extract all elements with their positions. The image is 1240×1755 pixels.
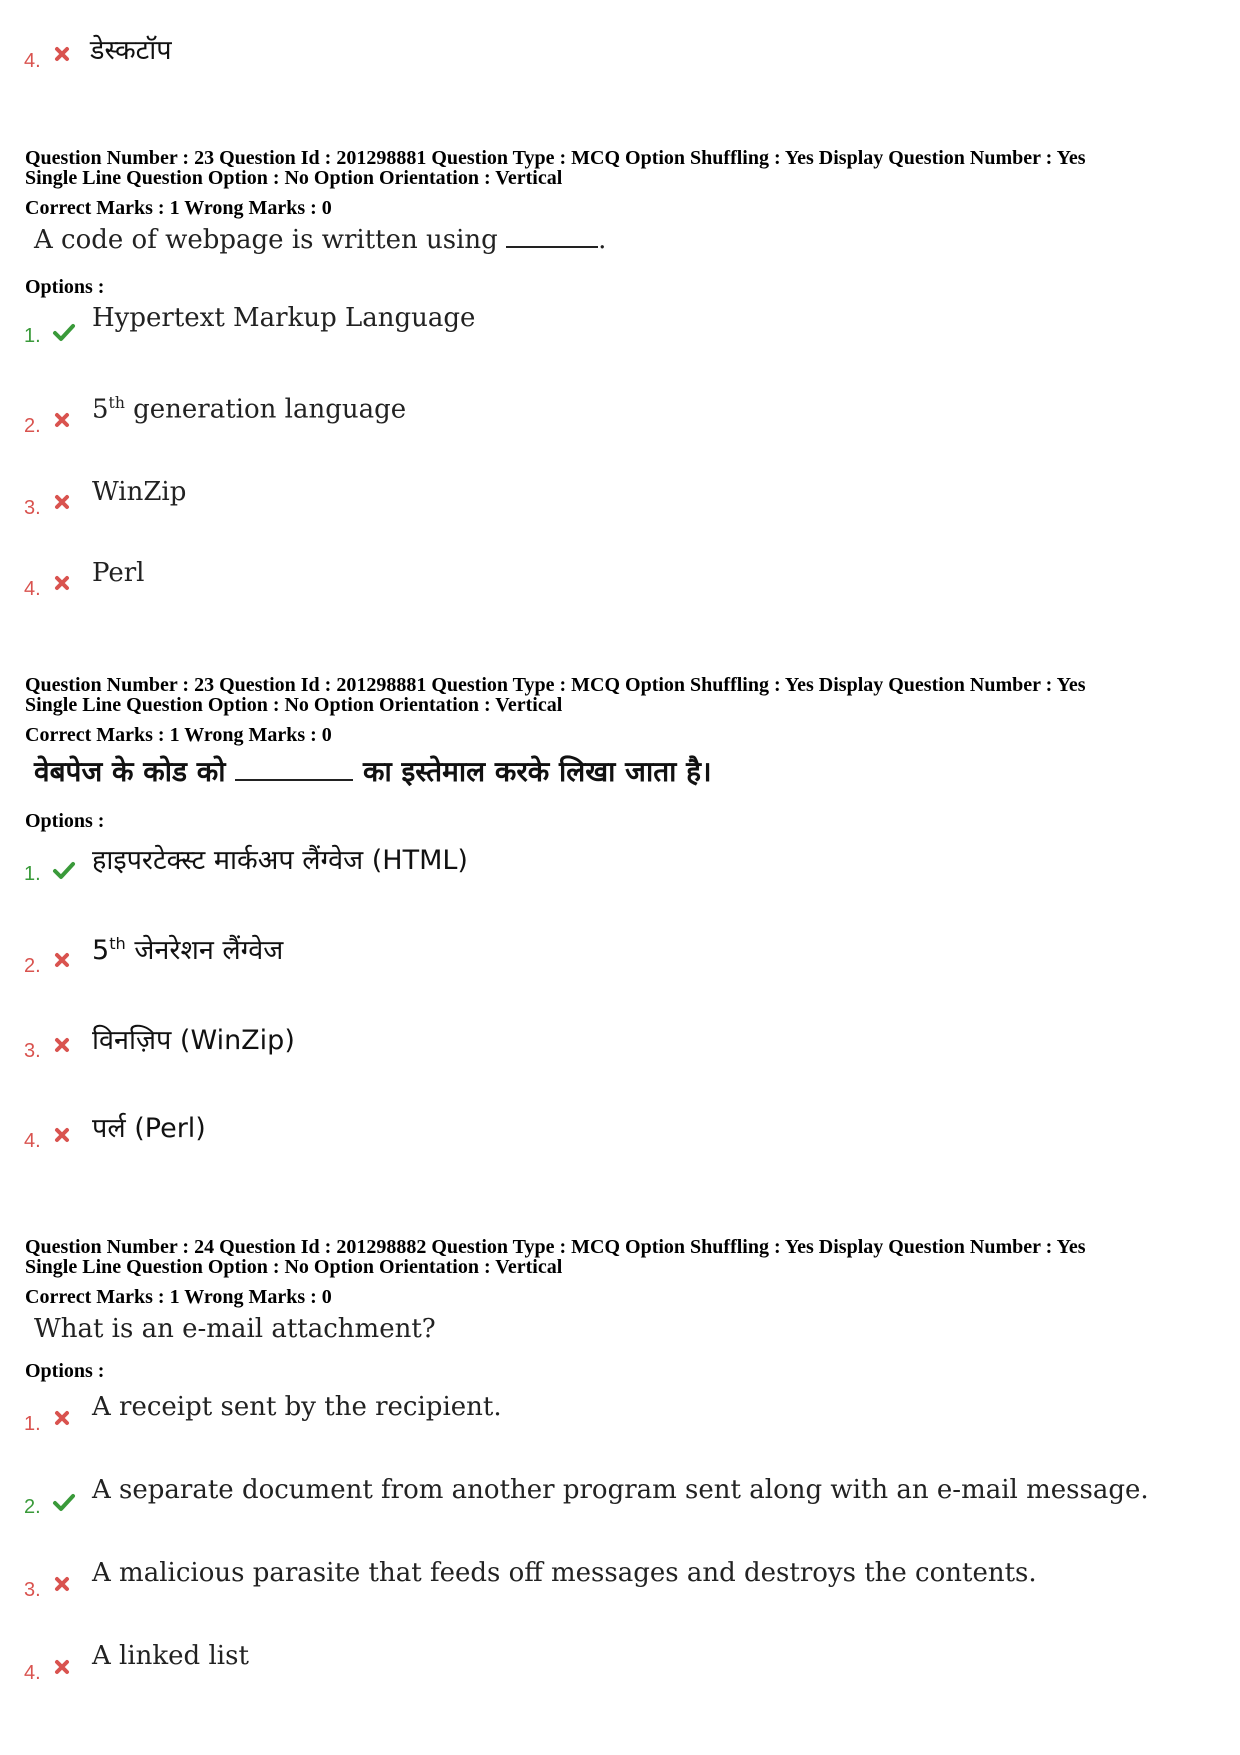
cross-icon [52,1657,72,1677]
answer-blank [506,246,598,248]
options-label: Options : [25,810,105,832]
option-text: विनज़िप (WinZip) [92,1025,295,1056]
option-number: 4. [24,1130,41,1152]
cross-icon [52,410,72,430]
option-number: 3. [24,497,41,519]
option-number: 3. [24,1579,41,1601]
check-icon [52,322,76,342]
option-number: 4. [24,50,41,72]
cross-icon [52,1574,72,1594]
option-text [92,930,283,967]
question-marks: Correct Marks : 1 Wrong Marks : 0 [25,1286,332,1308]
option-text: A malicious parasite that feeds off messages and destroys the contents. [92,1558,1037,1588]
option-text: पर्ल (Perl) [92,1113,206,1144]
cross-icon [52,492,72,512]
options-label: Options : [25,1360,105,1382]
question-text [34,225,606,255]
option-text-body: जेनरेशन लैंग्वेज [134,935,284,966]
option-number: 3. [24,1040,41,1062]
options-label: Options : [25,276,105,298]
option-number: 2. [24,415,41,437]
option-number: 1. [24,1413,41,1435]
option-text: A linked list [92,1641,249,1671]
cross-icon [52,1125,72,1145]
cross-icon [52,950,72,970]
question-text-pre: वेबपेज के कोड को [34,755,226,788]
option-text: डेस्कटॉप [90,35,172,66]
check-icon [52,1492,76,1512]
question-text-post: का इस्तेमाल करके लिखा जाता है। [362,755,712,788]
option-text: WinZip [92,477,187,507]
cross-icon [52,1035,72,1055]
option-number: 1. [24,863,41,885]
question-marks: Correct Marks : 1 Wrong Marks : 0 [25,724,332,746]
option-text [92,394,406,425]
option-number: 4. [24,578,41,600]
option-text: Hypertext Markup Language [92,303,476,333]
cross-icon [52,573,72,593]
option-text: Perl [92,558,145,588]
question-meta-line-2: Single Line Question Option : No Option Orientation : Vertical [25,167,563,189]
option-ordinal-suffix: th [108,394,125,412]
answer-blank [235,779,353,781]
question-marks: Correct Marks : 1 Wrong Marks : 0 [25,197,332,219]
question-text: What is an e-mail attachment? [34,1314,436,1344]
option-text-body: generation language [133,394,407,425]
option-text: A receipt sent by the recipient. [92,1392,502,1422]
question-text-pre: A code of webpage is written using [34,225,498,255]
question-meta-line-1: Question Number : 24 Question Id : 201298882 Question Type : MCQ Option Shuffling : Yes Display Question Number : Yes [25,1236,1086,1258]
option-number: 2. [24,955,41,977]
option-ordinal: 5 [92,394,109,425]
option-number: 2. [24,1496,41,1518]
option-text: हाइपरटेक्स्ट मार्कअप लैंग्वेज (HTML) [92,845,468,876]
question-meta-line-2: Single Line Question Option : No Option Orientation : Vertical [25,694,563,716]
option-ordinal: 5 [92,935,110,966]
option-number: 4. [24,1662,41,1684]
option-ordinal-suffix: th [109,934,126,953]
question-text-post: . [598,225,607,255]
check-icon [52,860,76,880]
question-meta-line-2: Single Line Question Option : No Option Orientation : Vertical [25,1256,563,1278]
cross-icon [52,1408,72,1428]
question-text [34,752,712,790]
option-text: A separate document from another program sent along with an e-mail message. [92,1475,1149,1505]
question-meta-line-1: Question Number : 23 Question Id : 201298881 Question Type : MCQ Option Shuffling : Yes Display Question Number : Yes [25,147,1086,169]
option-number: 1. [24,325,41,347]
cross-icon [52,44,72,64]
question-meta-line-1: Question Number : 23 Question Id : 201298881 Question Type : MCQ Option Shuffling : Yes Display Question Number : Yes [25,674,1086,696]
